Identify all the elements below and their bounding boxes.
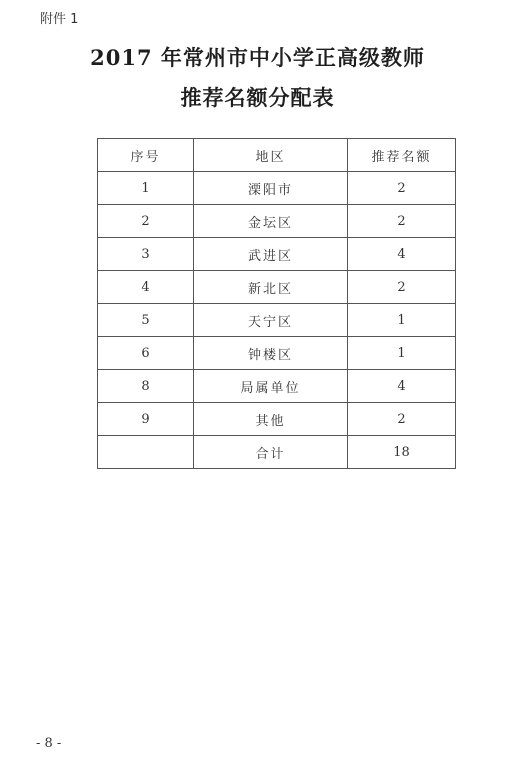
cell-serial-number: 1: [98, 172, 194, 205]
cell-quota: 2: [348, 205, 456, 238]
total-label: 合计: [194, 436, 348, 469]
cell-quota: 2: [348, 403, 456, 436]
cell-region: 武进区: [194, 238, 348, 271]
cell-region: 天宁区: [194, 304, 348, 337]
cell-region: 钟楼区: [194, 337, 348, 370]
cell-region: 新北区: [194, 271, 348, 304]
cell-quota: 2: [348, 271, 456, 304]
header-quota: 推荐名额: [348, 139, 456, 172]
table-row: [98, 403, 456, 436]
header-region: 地区: [194, 139, 348, 172]
page-number: - 8 -: [36, 736, 62, 751]
cell-quota: 4: [348, 238, 456, 271]
cell-region: 金坛区: [194, 205, 348, 238]
cell-serial-number: 9: [98, 403, 194, 436]
cell-region: 溧阳市: [194, 172, 348, 205]
cell-serial-number: 8: [98, 370, 194, 403]
document-title: 2017 年常州市中小学正高级教师: [90, 45, 425, 70]
cell-quota: 1: [348, 337, 456, 370]
document-subtitle: 推荐名额分配表: [180, 85, 335, 110]
quota-table: [97, 138, 456, 469]
cell-serial-number: 2: [98, 205, 194, 238]
total-quota: 18: [348, 436, 456, 469]
cell-serial-number: 5: [98, 304, 194, 337]
table-row: [98, 337, 456, 370]
cell-serial-number: 6: [98, 337, 194, 370]
table-row: [98, 370, 456, 403]
cell-serial-number: 4: [98, 271, 194, 304]
cell-serial-number: 3: [98, 238, 194, 271]
table-header-row: [98, 139, 456, 172]
table-row: [98, 238, 456, 271]
cell-quota: 4: [348, 370, 456, 403]
cell-region: 局属单位: [194, 370, 348, 403]
cell-region: 其他: [194, 403, 348, 436]
header-serial-number: 序号: [98, 139, 194, 172]
attachment-label: 附件 1: [40, 12, 79, 27]
total-serial-number-cell: [98, 436, 194, 469]
cell-quota: 1: [348, 304, 456, 337]
table-row: [98, 304, 456, 337]
table-row: [98, 172, 456, 205]
table-total-row: [98, 436, 456, 469]
cell-quota: 2: [348, 172, 456, 205]
table-row: [98, 271, 456, 304]
table-row: [98, 205, 456, 238]
quota-table-container: [97, 138, 455, 469]
